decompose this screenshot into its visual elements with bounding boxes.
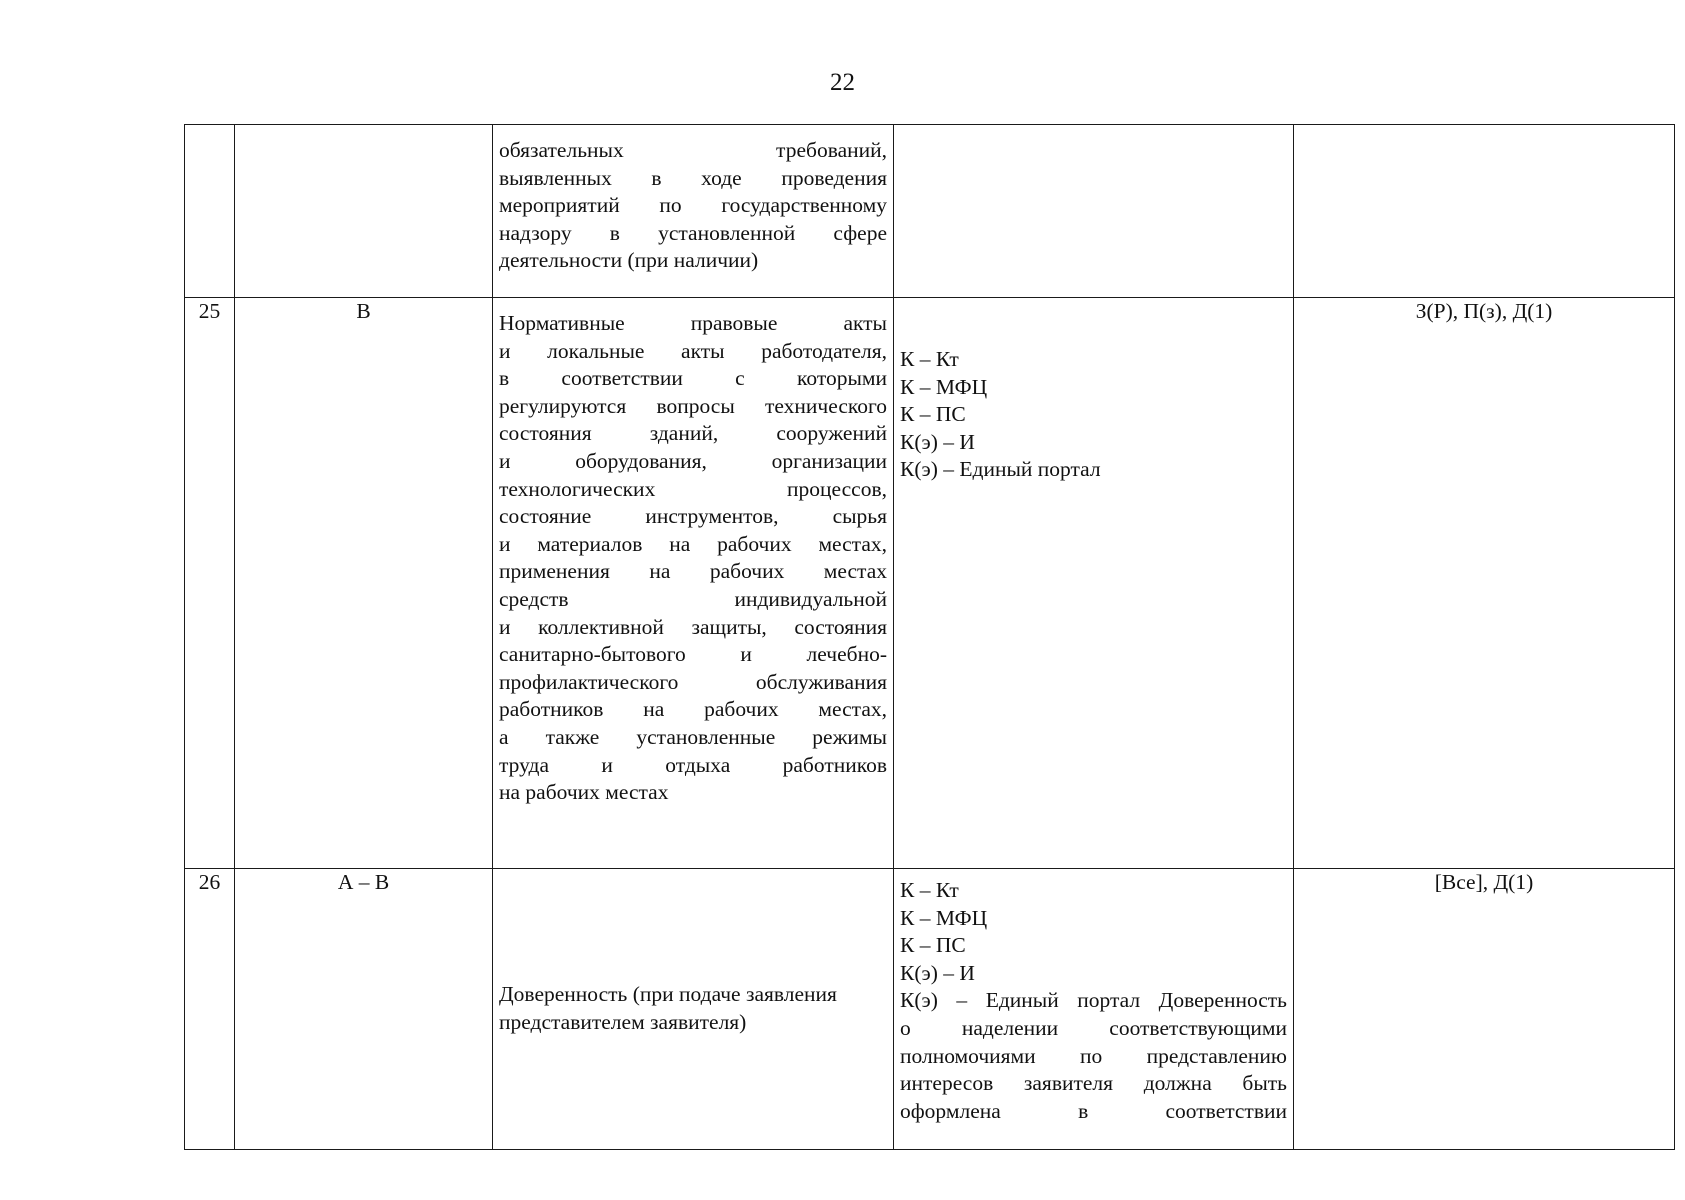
method-line: оформлена в соответствии	[900, 1098, 1287, 1123]
document-line: труда и отдыха работников	[499, 752, 887, 777]
document-line: на рабочих местах	[499, 780, 669, 805]
document-line: и оборудования, организации	[499, 448, 887, 473]
method-line: К(э) – И	[900, 960, 975, 985]
method-cell	[894, 869, 1294, 1150]
document-line: деятельности (при наличии)	[499, 248, 759, 273]
document-line: регулируются вопросы технического	[499, 393, 887, 418]
document-line: в соответствии с которыми	[499, 366, 887, 391]
document-line: а также установленные режимы	[499, 724, 887, 749]
method-line: интересов заявителя должна быть	[900, 1071, 1287, 1096]
document-line: состояние инструментов, сырья	[499, 504, 887, 529]
document-line: и материалов на рабочих местах,	[499, 531, 887, 556]
document-line: мероприятий по государственному	[499, 193, 887, 218]
document-line: и коллективной защиты, состояния	[499, 614, 887, 639]
table-row	[185, 125, 1675, 298]
document-cell	[493, 125, 894, 298]
row-number-cell: 26	[185, 869, 235, 1150]
method-line: К – МФЦ	[900, 374, 988, 399]
document-line: Нормативные правовые акты	[499, 311, 887, 335]
method-line: К – Кт	[900, 347, 959, 371]
document-line: технологических процессов,	[499, 476, 887, 501]
document-line: и локальные акты работодателя,	[499, 338, 887, 363]
row-number-cell: 25	[185, 298, 235, 869]
result-cell: [Все], Д(1)	[1294, 869, 1675, 1150]
result-cell	[1294, 125, 1675, 298]
method-line: К – ПС	[900, 933, 966, 958]
method-line: К(э) – Единый портал Доверенность	[900, 988, 1287, 1013]
document-line: средств индивидуальной	[499, 586, 887, 611]
document-line: профилактического обслуживания	[499, 669, 887, 694]
method-line: полномочиями по представлению	[900, 1043, 1287, 1068]
document-line: санитарно-бытового и лечебно-	[499, 642, 887, 667]
document-cell	[493, 298, 894, 869]
row-number-cell	[185, 125, 235, 298]
method-line: К – МФЦ	[900, 905, 988, 930]
document-line: представителем заявителя)	[499, 1010, 747, 1034]
document-line: состояния зданий, сооружений	[499, 421, 887, 446]
method-cell	[894, 298, 1294, 869]
category-cell: В	[235, 298, 493, 869]
document-line: Доверенность (при подаче заявления	[499, 982, 837, 1007]
document-line: обязательных требований,	[499, 138, 887, 162]
document-line: работников на рабочих местах,	[499, 697, 887, 722]
document-line: надзору в установленной сфере	[499, 220, 887, 245]
document-line: применения на рабочих местах	[499, 559, 887, 584]
document-table	[184, 124, 1675, 1150]
method-line: К – Кт	[900, 878, 959, 902]
method-line: К(э) – И	[900, 429, 975, 454]
category-cell	[235, 125, 493, 298]
table-row	[185, 298, 1675, 869]
method-line: К – ПС	[900, 402, 966, 427]
page-number: 22	[830, 69, 855, 96]
category-cell: А – В	[235, 869, 493, 1150]
document-line: выявленных в ходе проведения	[499, 165, 887, 190]
table-row	[185, 869, 1675, 1150]
method-cell	[894, 125, 1294, 298]
method-line: о наделении соответствующими	[900, 1015, 1287, 1040]
result-cell: З(Р), П(з), Д(1)	[1294, 298, 1675, 869]
document-cell	[493, 869, 894, 1150]
method-line: К(э) – Единый портал	[900, 457, 1101, 482]
